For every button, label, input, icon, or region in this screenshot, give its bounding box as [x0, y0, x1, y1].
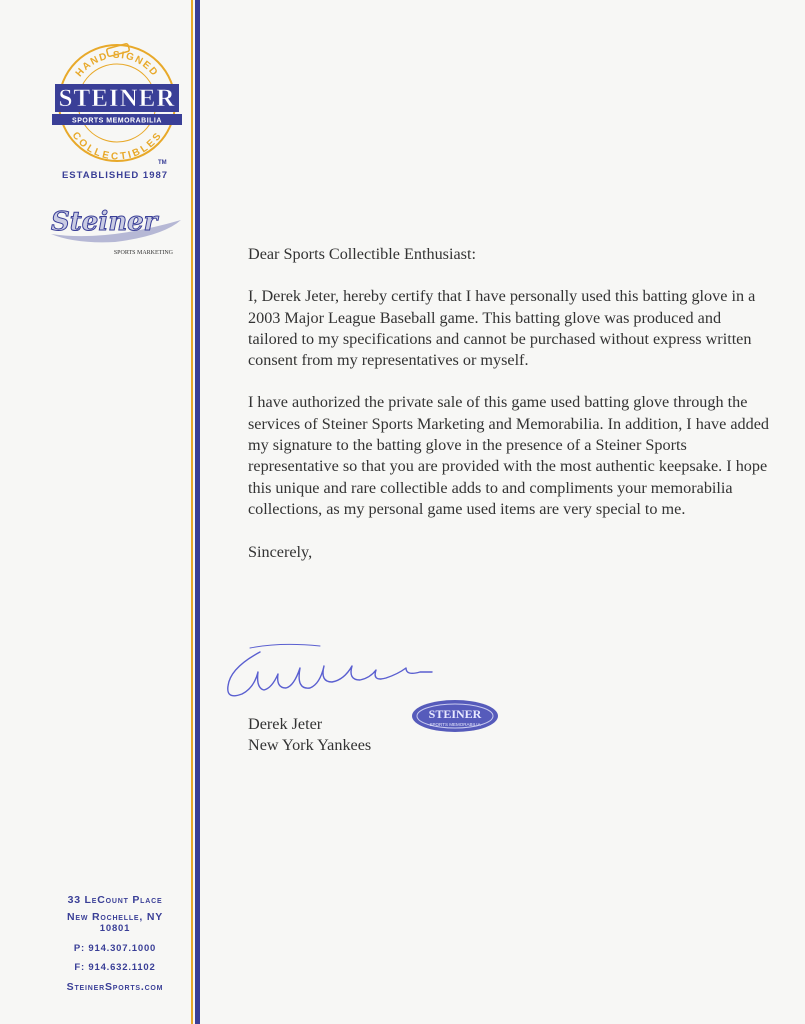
website-link[interactable]: SteinerSports.com: [66, 981, 164, 993]
established-text: ESTABLISHED 1987: [61, 170, 169, 181]
stamp-subtitle: SPORTS MEMORABILIA: [429, 722, 481, 727]
steiner-seal-logo: [52, 38, 182, 168]
stamp-wordmark: STEINER: [428, 707, 482, 721]
steiner-sports-marketing-logo: [45, 198, 185, 258]
signer-block: [248, 714, 371, 757]
letter-paragraph-1: I, Derek Jeter, hereby certify that I have personally used this batting glove in a 2003 Major League Baseball game. This batting glove was produced and tailored to my specifications and cannot be purchased without express written consent from my representatives or myself.: [248, 287, 756, 370]
letter-paragraph-2: I have authorized the private sale of this game used batting glove through the services of Steiner Sports Marketing and Memorabilia. In addition, I have added my signature to the batting glove in the presence of a Steiner Sports representative so that you are provided with the most authentic keepsake. I hope this unique and rare collectible adds to and compliments your memorabilia collections, as my personal game used items are very special to me.: [248, 393, 770, 518]
margin-rule-blue: [195, 0, 200, 1024]
authentication-stamp: [410, 698, 500, 734]
signer-name: Derek Jeter: [248, 715, 323, 733]
seal-arc-bottom-text: COLLECTIBLES: [69, 130, 165, 163]
script-wordmark: Steiner: [51, 207, 158, 237]
trademark-symbol: TM: [158, 160, 167, 166]
phone-number: P: 914.307.1000: [73, 943, 157, 954]
letter-closing: Sincerely,: [248, 543, 313, 562]
seal-wordmark: STEINER: [58, 85, 176, 112]
seal-arc-top-text: HAND SIGNED: [73, 49, 161, 80]
svg-text:COLLECTIBLES: [70, 130, 165, 162]
letter-salutation: Dear Sports Collectible Enthusiast:: [248, 245, 476, 263]
address-city: New Rochelle, NY: [66, 911, 164, 923]
address-block: [20, 894, 210, 993]
fax-number: F: 914.632.1102: [74, 962, 156, 973]
signer-team: New York Yankees: [248, 736, 372, 755]
letter-body: [248, 244, 788, 564]
address-street: 33 LeCount Place: [67, 894, 163, 906]
address-zip: 10801: [99, 923, 131, 934]
margin-rule-gold: [191, 0, 193, 1024]
script-logo-subtitle: SPORTS MARKETING: [113, 250, 173, 256]
seal-banner-text: SPORTS MEMORABILIA: [72, 117, 162, 125]
